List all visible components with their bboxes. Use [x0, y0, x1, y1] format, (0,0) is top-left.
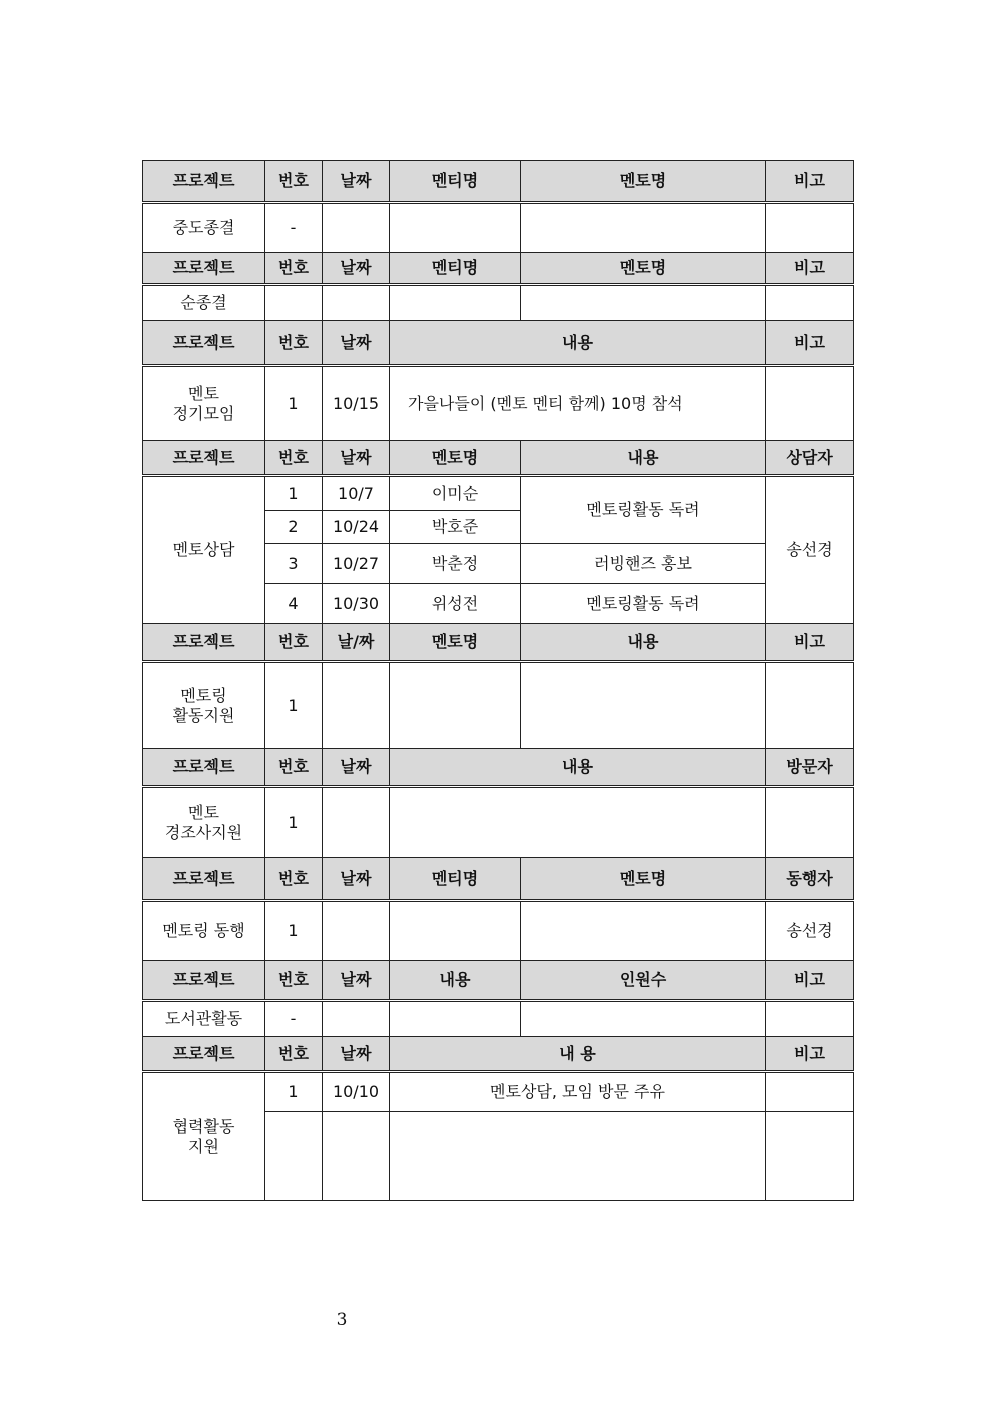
number-cell: 4: [265, 584, 323, 624]
mentee-cell: [390, 285, 521, 321]
content-cell: 멘토상담, 모임 방문 주유: [390, 1072, 766, 1112]
header-cell: 내용: [390, 321, 766, 366]
header-cell: 번호: [265, 1037, 323, 1072]
header-cell: 번호: [265, 749, 323, 787]
table-row: [143, 476, 854, 511]
date-cell: [323, 787, 390, 858]
date-cell: 10/24: [323, 511, 390, 544]
header-cell: 프로젝트: [143, 161, 265, 203]
content-cell: [390, 1001, 521, 1037]
header-cell: 번호: [265, 624, 323, 662]
mentor-cell: [390, 662, 521, 749]
header-cell: 번호: [265, 961, 323, 1001]
date-cell: 10/7: [323, 476, 390, 511]
counselor-cell: 송선경: [766, 476, 854, 624]
headcount-cell: [521, 1001, 766, 1037]
header-cell: 프로젝트: [143, 858, 265, 901]
project-cell: 순종결: [143, 285, 265, 321]
header-cell: 인원수: [521, 961, 766, 1001]
project-cell: 멘토링 동행: [143, 901, 265, 961]
number-cell: 1: [265, 901, 323, 961]
header-cell: 날짜: [323, 961, 390, 1001]
section-4-header: [143, 441, 854, 476]
table-row: [143, 662, 854, 749]
header-cell: 멘토명: [521, 253, 766, 285]
header-cell: 번호: [265, 441, 323, 476]
header-cell: 비고: [766, 961, 854, 1001]
header-cell: 프로젝트: [143, 624, 265, 662]
mentor-cell: 박춘정: [390, 544, 521, 584]
table-row: [143, 901, 854, 961]
mentee-cell: [390, 203, 521, 253]
note-cell: [766, 366, 854, 441]
header-cell: 프로젝트: [143, 1037, 265, 1072]
header-cell: 번호: [265, 858, 323, 901]
header-cell: 날짜: [323, 858, 390, 901]
report-table: [142, 160, 854, 1201]
mentee-cell: [390, 901, 521, 961]
header-cell: 프로젝트: [143, 321, 265, 366]
section-2-header: [143, 253, 854, 285]
section-8-header: [143, 961, 854, 1001]
project-cell: 멘토링 활동지원: [143, 662, 265, 749]
header-cell: 비고: [766, 1037, 854, 1072]
project-cell: 협력활동 지원: [143, 1072, 265, 1201]
header-cell: 날짜: [323, 749, 390, 787]
visitor-cell: [766, 787, 854, 858]
header-cell: 상담자: [766, 441, 854, 476]
header-cell: 비고: [766, 161, 854, 203]
mentor-cell: [521, 901, 766, 961]
header-cell: 내용: [390, 749, 766, 787]
date-cell: 10/30: [323, 584, 390, 624]
header-cell: 비고: [766, 624, 854, 662]
table-row: [143, 366, 854, 441]
content-cell: [521, 662, 766, 749]
header-cell: 프로젝트: [143, 749, 265, 787]
project-cell: 도서관활동: [143, 1001, 265, 1037]
section-7-header: [143, 858, 854, 901]
content-cell: 멘토링활동 독려: [521, 476, 766, 544]
content-cell: 멘토링활동 독려: [521, 584, 766, 624]
note-cell: [766, 203, 854, 253]
header-cell: 멘티명: [390, 253, 521, 285]
number-cell: 1: [265, 1072, 323, 1112]
header-cell: 멘티명: [390, 858, 521, 901]
header-cell: 내용: [390, 961, 521, 1001]
section-9-header: [143, 1037, 854, 1072]
number-cell: 1: [265, 476, 323, 511]
date-cell: 10/10: [323, 1072, 390, 1112]
header-cell: 번호: [265, 321, 323, 366]
header-cell: 날짜: [323, 161, 390, 203]
header-cell: 멘티명: [390, 161, 521, 203]
header-cell: 프로젝트: [143, 441, 265, 476]
table-row: [143, 1001, 854, 1037]
table-row: [143, 1072, 854, 1112]
header-cell: 멘토명: [521, 858, 766, 901]
content-cell: 가을나들이 (멘토 멘티 함께) 10명 참석: [390, 366, 766, 441]
project-cell: 멘토 정기모임: [143, 366, 265, 441]
header-cell: 내용: [521, 441, 766, 476]
header-cell: 번호: [265, 161, 323, 203]
header-cell: 내 용: [390, 1037, 766, 1072]
section-6-header: [143, 749, 854, 787]
header-cell: 방문자: [766, 749, 854, 787]
mentor-cell: 이미순: [390, 476, 521, 511]
content-cell: [390, 787, 766, 858]
section-3-header: [143, 321, 854, 366]
number-cell: 1: [265, 787, 323, 858]
header-cell: 내용: [521, 624, 766, 662]
note-cell: [766, 285, 854, 321]
header-cell: 날짜: [323, 1037, 390, 1072]
date-cell: 10/27: [323, 544, 390, 584]
header-cell: 날짜: [323, 441, 390, 476]
project-cell: 중도종결: [143, 203, 265, 253]
note-cell: [766, 662, 854, 749]
number-cell: 2: [265, 511, 323, 544]
number-cell: 1: [265, 662, 323, 749]
table-row: [143, 203, 854, 253]
mentor-cell: [521, 285, 766, 321]
mentor-cell: [521, 203, 766, 253]
number-cell: [265, 1112, 323, 1201]
table-row: [143, 285, 854, 321]
number-cell: 3: [265, 544, 323, 584]
date-cell: [323, 203, 390, 253]
header-cell: 날/짜: [323, 624, 390, 662]
number-cell: -: [265, 203, 323, 253]
header-cell: 멘토명: [390, 624, 521, 662]
date-cell: [323, 1112, 390, 1201]
note-cell: [766, 1112, 854, 1201]
note-cell: [766, 1072, 854, 1112]
header-cell: 비고: [766, 253, 854, 285]
project-cell: 멘토상담: [143, 476, 265, 624]
companion-cell: 송선경: [766, 901, 854, 961]
header-cell: 프로젝트: [143, 961, 265, 1001]
number-cell: 1: [265, 366, 323, 441]
mentor-cell: 박호준: [390, 511, 521, 544]
header-cell: 멘토명: [521, 161, 766, 203]
header-cell: 프로젝트: [143, 253, 265, 285]
date-cell: [323, 662, 390, 749]
header-cell: 동행자: [766, 858, 854, 901]
page-number: 3: [336, 1310, 348, 1330]
content-cell: [390, 1112, 766, 1201]
section-1-header: [143, 161, 854, 203]
header-cell: 멘토명: [390, 441, 521, 476]
section-5-header: [143, 624, 854, 662]
date-cell: 10/15: [323, 366, 390, 441]
header-cell: 비고: [766, 321, 854, 366]
table-row: [143, 787, 854, 858]
date-cell: [323, 1001, 390, 1037]
number-cell: -: [265, 1001, 323, 1037]
content-cell: 러빙핸즈 홍보: [521, 544, 766, 584]
header-cell: 날짜: [323, 321, 390, 366]
note-cell: [766, 1001, 854, 1037]
number-cell: [265, 285, 323, 321]
header-cell: 날짜: [323, 253, 390, 285]
date-cell: [323, 285, 390, 321]
date-cell: [323, 901, 390, 961]
header-cell: 번호: [265, 253, 323, 285]
project-cell: 멘토 경조사지원: [143, 787, 265, 858]
mentor-cell: 위성전: [390, 584, 521, 624]
